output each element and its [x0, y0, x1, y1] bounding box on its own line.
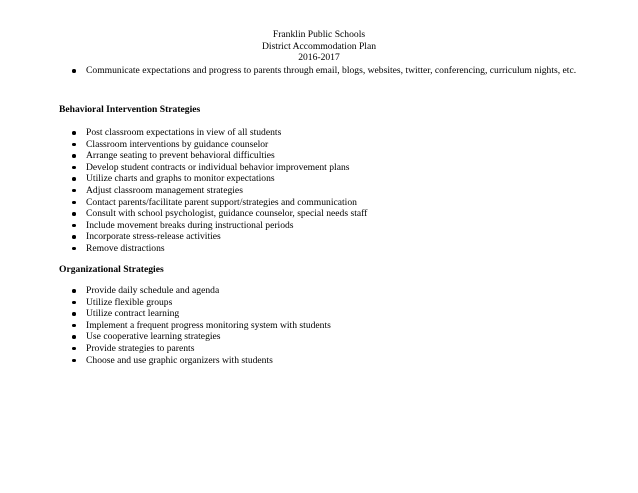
behavioral-heading: Behavioral Intervention Strategies — [59, 104, 201, 115]
list-item: Develop student contracts or individual behavior improvement plans — [68, 162, 588, 174]
list-item: Include movement breaks during instructional periods — [68, 220, 588, 232]
district-name: Franklin Public Schools — [272, 29, 366, 40]
list-item: Arrange seating to prevent behavioral difficulties — [68, 150, 588, 162]
list-item: Utilize contract learning — [68, 308, 588, 320]
list-item: Post classroom expectations in view of all students — [68, 127, 588, 139]
list-item: Choose and use graphic organizers with students — [68, 355, 588, 367]
document-header — [0, 29, 638, 64]
list-item: Adjust classroom management strategies — [68, 185, 588, 197]
intro-bullet-list — [68, 65, 588, 77]
list-item: Implement a frequent progress monitoring system with students — [68, 320, 588, 332]
plan-title: District Accommodation Plan — [261, 40, 377, 52]
organizational-bullet-list — [68, 285, 588, 366]
list-item: Use cooperative learning strategies — [68, 331, 588, 343]
school-year: 2016-2017 — [298, 52, 340, 64]
organizational-heading: Organizational Strategies — [59, 264, 164, 275]
list-item: Provide daily schedule and agenda — [68, 285, 588, 297]
list-item: Utilize charts and graphs to monitor expectations — [68, 173, 588, 185]
list-item: Utilize flexible groups — [68, 297, 588, 309]
list-item: Contact parents/facilitate parent support/strategies and communication — [68, 197, 588, 209]
list-item: Incorporate stress-release activities — [68, 231, 588, 243]
list-item: Provide strategies to parents — [68, 343, 588, 355]
behavioral-bullet-list — [68, 127, 588, 255]
list-item: Classroom interventions by guidance counselor — [68, 139, 588, 151]
list-item: Communicate expectations and progress to parents through email, blogs, websites, twitter, conferencing, curriculum nights, etc. — [68, 65, 588, 77]
list-item: Consult with school psychologist, guidance counselor, special needs staff — [68, 208, 588, 220]
list-item: Remove distractions — [68, 243, 588, 255]
